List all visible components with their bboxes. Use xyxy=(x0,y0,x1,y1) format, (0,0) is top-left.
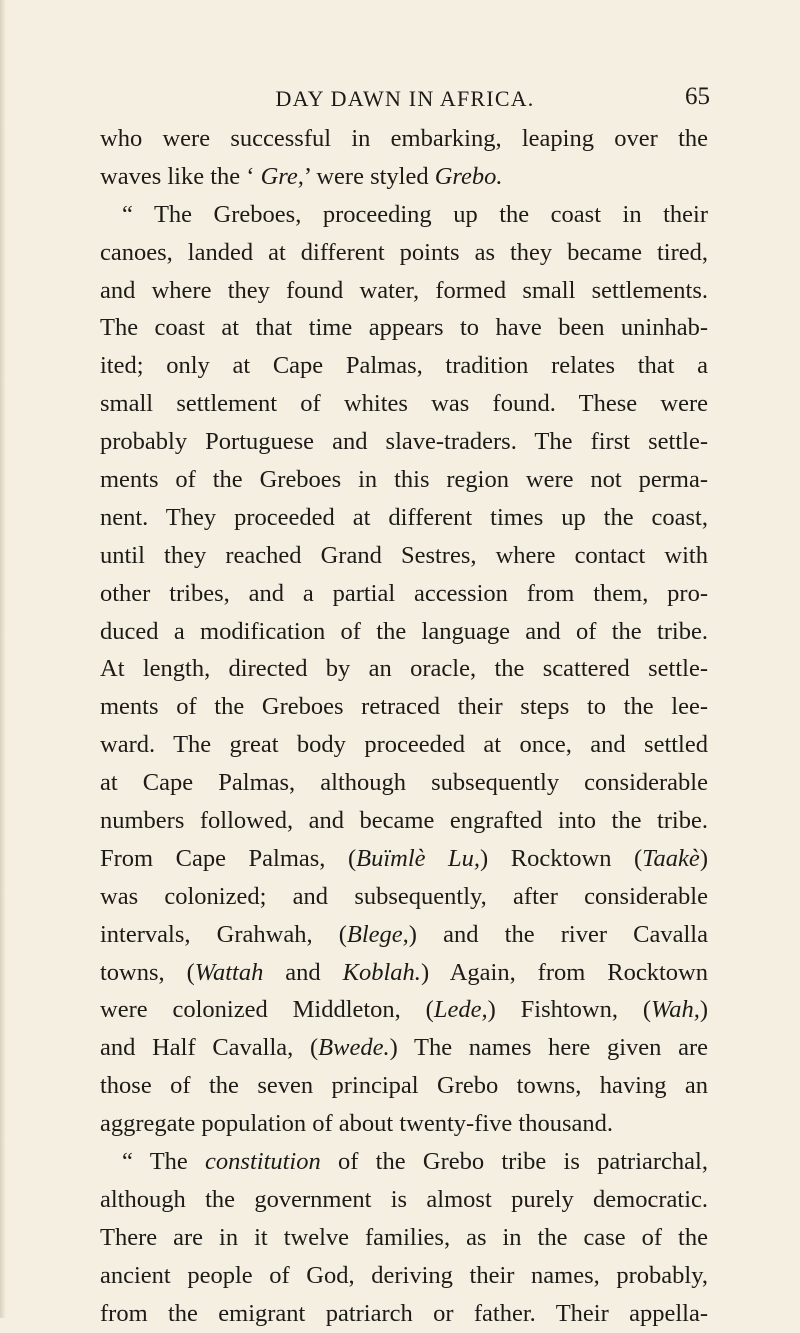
page-number: 65 xyxy=(685,83,710,110)
text-run: until they reached Grand Sestres, where contact with xyxy=(100,541,708,569)
text-line xyxy=(100,726,708,764)
page-edge-shadow xyxy=(0,0,6,1318)
text-run: canoes, landed at different points as they became tired, xyxy=(100,238,708,266)
text-line xyxy=(100,347,708,385)
text-line xyxy=(100,423,708,461)
text-line xyxy=(100,575,708,613)
text-line xyxy=(100,499,708,537)
italic-text-run: Gre, xyxy=(260,162,304,190)
text-run: was colonized; and subsequently, after considerable xyxy=(100,882,708,910)
text-run: towns, ( xyxy=(100,958,195,986)
text-run: from the emigrant patriarch or father. Their appella- xyxy=(100,1299,708,1327)
text-run: ited; only at Cape Palmas, tradition relates that a xyxy=(100,352,708,380)
text-line xyxy=(100,158,708,196)
text-run: ments of the Greboes retraced their steps to the lee- xyxy=(100,693,708,721)
text-line xyxy=(100,991,708,1029)
text-run: There are in it twelve families, as in the case of the xyxy=(100,1223,708,1251)
text-line xyxy=(100,802,708,840)
text-line xyxy=(100,764,708,802)
text-run: were colonized Middleton, ( xyxy=(100,996,434,1024)
text-line xyxy=(100,1257,708,1295)
text-line xyxy=(100,840,708,878)
text-run: “ The Greboes, proceeding up the coast in their xyxy=(122,200,708,228)
text-run: probably Portuguese and slave-traders. The first settle- xyxy=(100,428,708,456)
italic-text-run: Bwede. xyxy=(318,1034,390,1062)
text-line xyxy=(100,650,708,688)
italic-text-run: Grebo. xyxy=(434,162,503,190)
text-line xyxy=(100,234,708,272)
text-run: “ The xyxy=(122,1148,206,1176)
text-run: ments of the Greboes in this region were not perma- xyxy=(100,466,708,494)
text-run: and where they found water, formed small settlements. xyxy=(100,276,708,304)
italic-text-run: Buïmlè Lu, xyxy=(356,844,481,872)
text-line xyxy=(100,537,708,575)
text-run: other tribes, and a partial accession from them, pro- xyxy=(100,579,708,607)
text-line xyxy=(100,1219,708,1257)
text-run: intervals, Grahwah, ( xyxy=(100,920,347,948)
text-line xyxy=(100,1029,708,1067)
text-line xyxy=(100,461,708,499)
text-run: aggregate population of about twenty-five thousand. xyxy=(100,1110,613,1138)
text-run: ) Fishtown, ( xyxy=(487,996,652,1024)
text-run: of the Grebo tribe is patriarchal, xyxy=(320,1148,708,1176)
italic-text-run: Lede, xyxy=(433,996,488,1024)
text-run: ) Rocktown ( xyxy=(480,844,643,872)
text-line xyxy=(100,1295,708,1333)
running-head xyxy=(100,83,710,120)
text-line xyxy=(100,1067,708,1105)
text-run: waves like the ‘ xyxy=(100,162,261,190)
italic-text-run: Blege, xyxy=(346,920,409,948)
italic-text-run: Wattah xyxy=(194,958,264,986)
running-title: DAY DAWN IN AFRICA. xyxy=(275,86,535,111)
text-line xyxy=(100,613,708,651)
text-run: at Cape Palmas, although subsequently considerable xyxy=(100,769,708,797)
text-run: and Half Cavalla, ( xyxy=(100,1034,319,1062)
text-run: nent. They proceeded at different times up the coast, xyxy=(100,503,708,531)
italic-text-run: Wah, xyxy=(651,996,700,1024)
text-run: At length, directed by an oracle, the scattered settle- xyxy=(100,655,708,683)
text-run: although the government is almost purely democratic. xyxy=(100,1185,708,1213)
italic-text-run: constitution xyxy=(205,1148,321,1176)
text-run: small settlement of whites was found. These were xyxy=(100,390,708,418)
italic-text-run: Koblah. xyxy=(342,958,421,986)
text-run: The coast at that time appears to have been uninhab- xyxy=(100,314,708,342)
text-line xyxy=(100,309,708,347)
text-run: ward. The great body proceeded at once, and settled xyxy=(100,731,708,759)
text-line xyxy=(100,878,708,916)
text-run: ) and the river Cavalla xyxy=(408,920,708,948)
text-line xyxy=(100,196,708,234)
text-line xyxy=(100,272,708,310)
text-run: ) Again, from Rocktown xyxy=(420,958,708,986)
text-run: From Cape Palmas, ( xyxy=(100,844,357,872)
text-run: those of the seven principal Grebo towns, having an xyxy=(100,1072,708,1100)
text-run: ) The names here given are xyxy=(389,1034,708,1062)
italic-text-run: Taakè xyxy=(642,844,700,872)
text-run: who were successful in embarking, leaping over the xyxy=(100,125,708,152)
text-run: numbers followed, and became engrafted into the tribe. xyxy=(100,807,708,835)
text-line xyxy=(100,688,708,726)
text-run: ) xyxy=(699,996,708,1024)
text-line xyxy=(100,120,708,158)
text-line xyxy=(100,1105,708,1143)
text-line xyxy=(100,954,708,992)
text-run: and xyxy=(263,958,343,986)
text-line xyxy=(100,1143,708,1181)
body-text xyxy=(100,120,708,1333)
text-run: ) xyxy=(699,844,708,872)
text-line xyxy=(100,385,708,423)
text-line xyxy=(100,916,708,954)
text-run: ’ were styled xyxy=(303,162,435,190)
text-run: duced a modification of the language and of the tribe. xyxy=(100,617,708,645)
text-run: ancient people of God, deriving their names, probably, xyxy=(100,1261,708,1289)
text-line xyxy=(100,1181,708,1219)
